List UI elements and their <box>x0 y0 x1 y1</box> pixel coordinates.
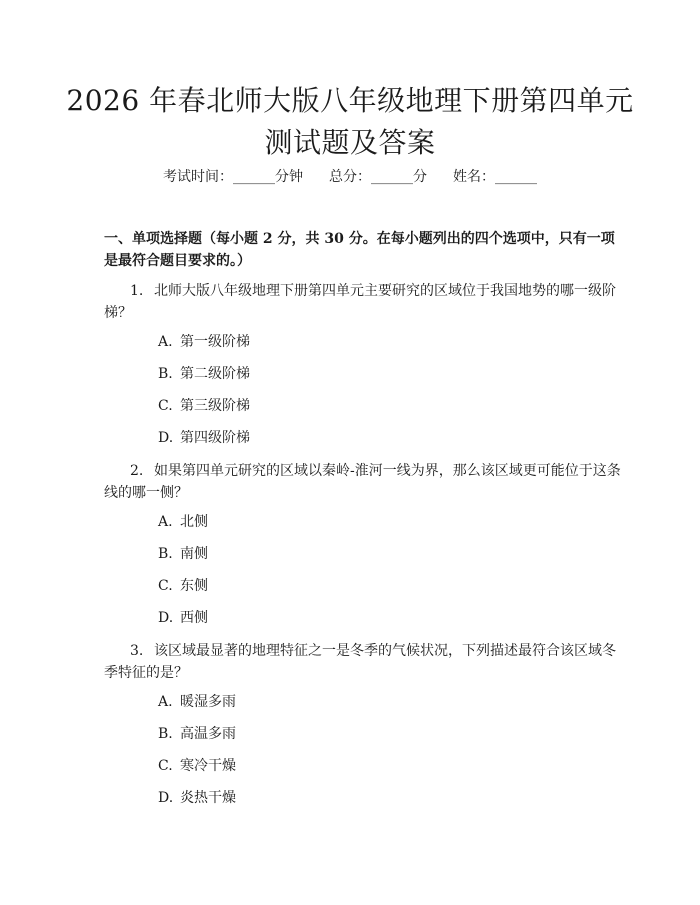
option-text: 第三级阶梯 <box>180 398 250 414</box>
option-text: 第四级阶梯 <box>180 430 250 446</box>
option-text: 第二级阶梯 <box>180 366 250 382</box>
question-number: 1. <box>130 283 144 299</box>
option-letter: D. <box>158 430 174 446</box>
question-text: 如果第四单元研究的区域以秦岭-淮河一线为界，那么该区域更可能位于这条线的哪一侧？ <box>104 463 621 501</box>
question-text: 该区域最显著的地理特征之一是冬季的气候状况，下列描述最符合该区域冬季特征的是？ <box>104 643 616 681</box>
option-letter: D. <box>158 610 174 626</box>
option-letter: C. <box>158 398 173 414</box>
option-letter: C. <box>158 758 173 774</box>
option-1d[interactable] <box>158 427 250 449</box>
option-2b[interactable] <box>158 543 208 565</box>
option-2a[interactable] <box>158 511 208 533</box>
section-heading: 一、单项选择题（每小题 2 分，共 30 分。在每小题列出的四个选项中，只有一项是最符合题目要求的。） <box>104 231 615 269</box>
question-text: 北师大版八年级地理下册第四单元主要研究的区域位于我国地势的哪一级阶梯？ <box>104 283 616 321</box>
title-line-2: 测试题及答案 <box>264 126 436 159</box>
question-number: 2. <box>130 463 144 479</box>
exam-title <box>0 80 700 164</box>
option-1a[interactable] <box>158 331 250 353</box>
option-2c[interactable] <box>158 575 208 597</box>
exam-info-line <box>0 166 700 188</box>
total-score-label: 总分：______分 <box>329 169 427 185</box>
option-text: 东侧 <box>180 578 208 594</box>
option-3a[interactable] <box>158 691 236 713</box>
option-letter: B. <box>158 726 173 742</box>
option-letter: C. <box>158 578 173 594</box>
name-label: 姓名：______ <box>453 169 537 185</box>
option-2d[interactable] <box>158 607 208 629</box>
option-3b[interactable] <box>158 723 236 745</box>
option-text: 北侧 <box>180 514 208 530</box>
option-letter: A. <box>158 694 173 710</box>
option-letter: D. <box>158 790 174 806</box>
option-text: 寒冷干燥 <box>180 758 236 774</box>
option-text: 暖湿多雨 <box>180 694 236 710</box>
option-1c[interactable] <box>158 395 250 417</box>
option-text: 第一级阶梯 <box>180 334 250 350</box>
option-letter: A. <box>158 514 173 530</box>
question-1 <box>104 280 624 324</box>
option-letter: B. <box>158 366 173 382</box>
option-1b[interactable] <box>158 363 250 385</box>
question-3 <box>104 640 624 684</box>
option-text: 高温多雨 <box>180 726 236 742</box>
question-number: 3. <box>130 643 144 659</box>
question-2 <box>104 460 624 504</box>
option-3c[interactable] <box>158 755 236 777</box>
title-line-1: 2026 年春北师大版八年级地理下册第四单元 <box>66 84 634 117</box>
option-text: 南侧 <box>180 546 208 562</box>
option-letter: B. <box>158 546 173 562</box>
option-3d[interactable] <box>158 787 236 809</box>
option-text: 炎热干燥 <box>180 790 236 806</box>
exam-time-label: 考试时间：______分钟 <box>163 169 303 185</box>
option-text: 西侧 <box>180 610 208 626</box>
option-letter: A. <box>158 334 173 350</box>
